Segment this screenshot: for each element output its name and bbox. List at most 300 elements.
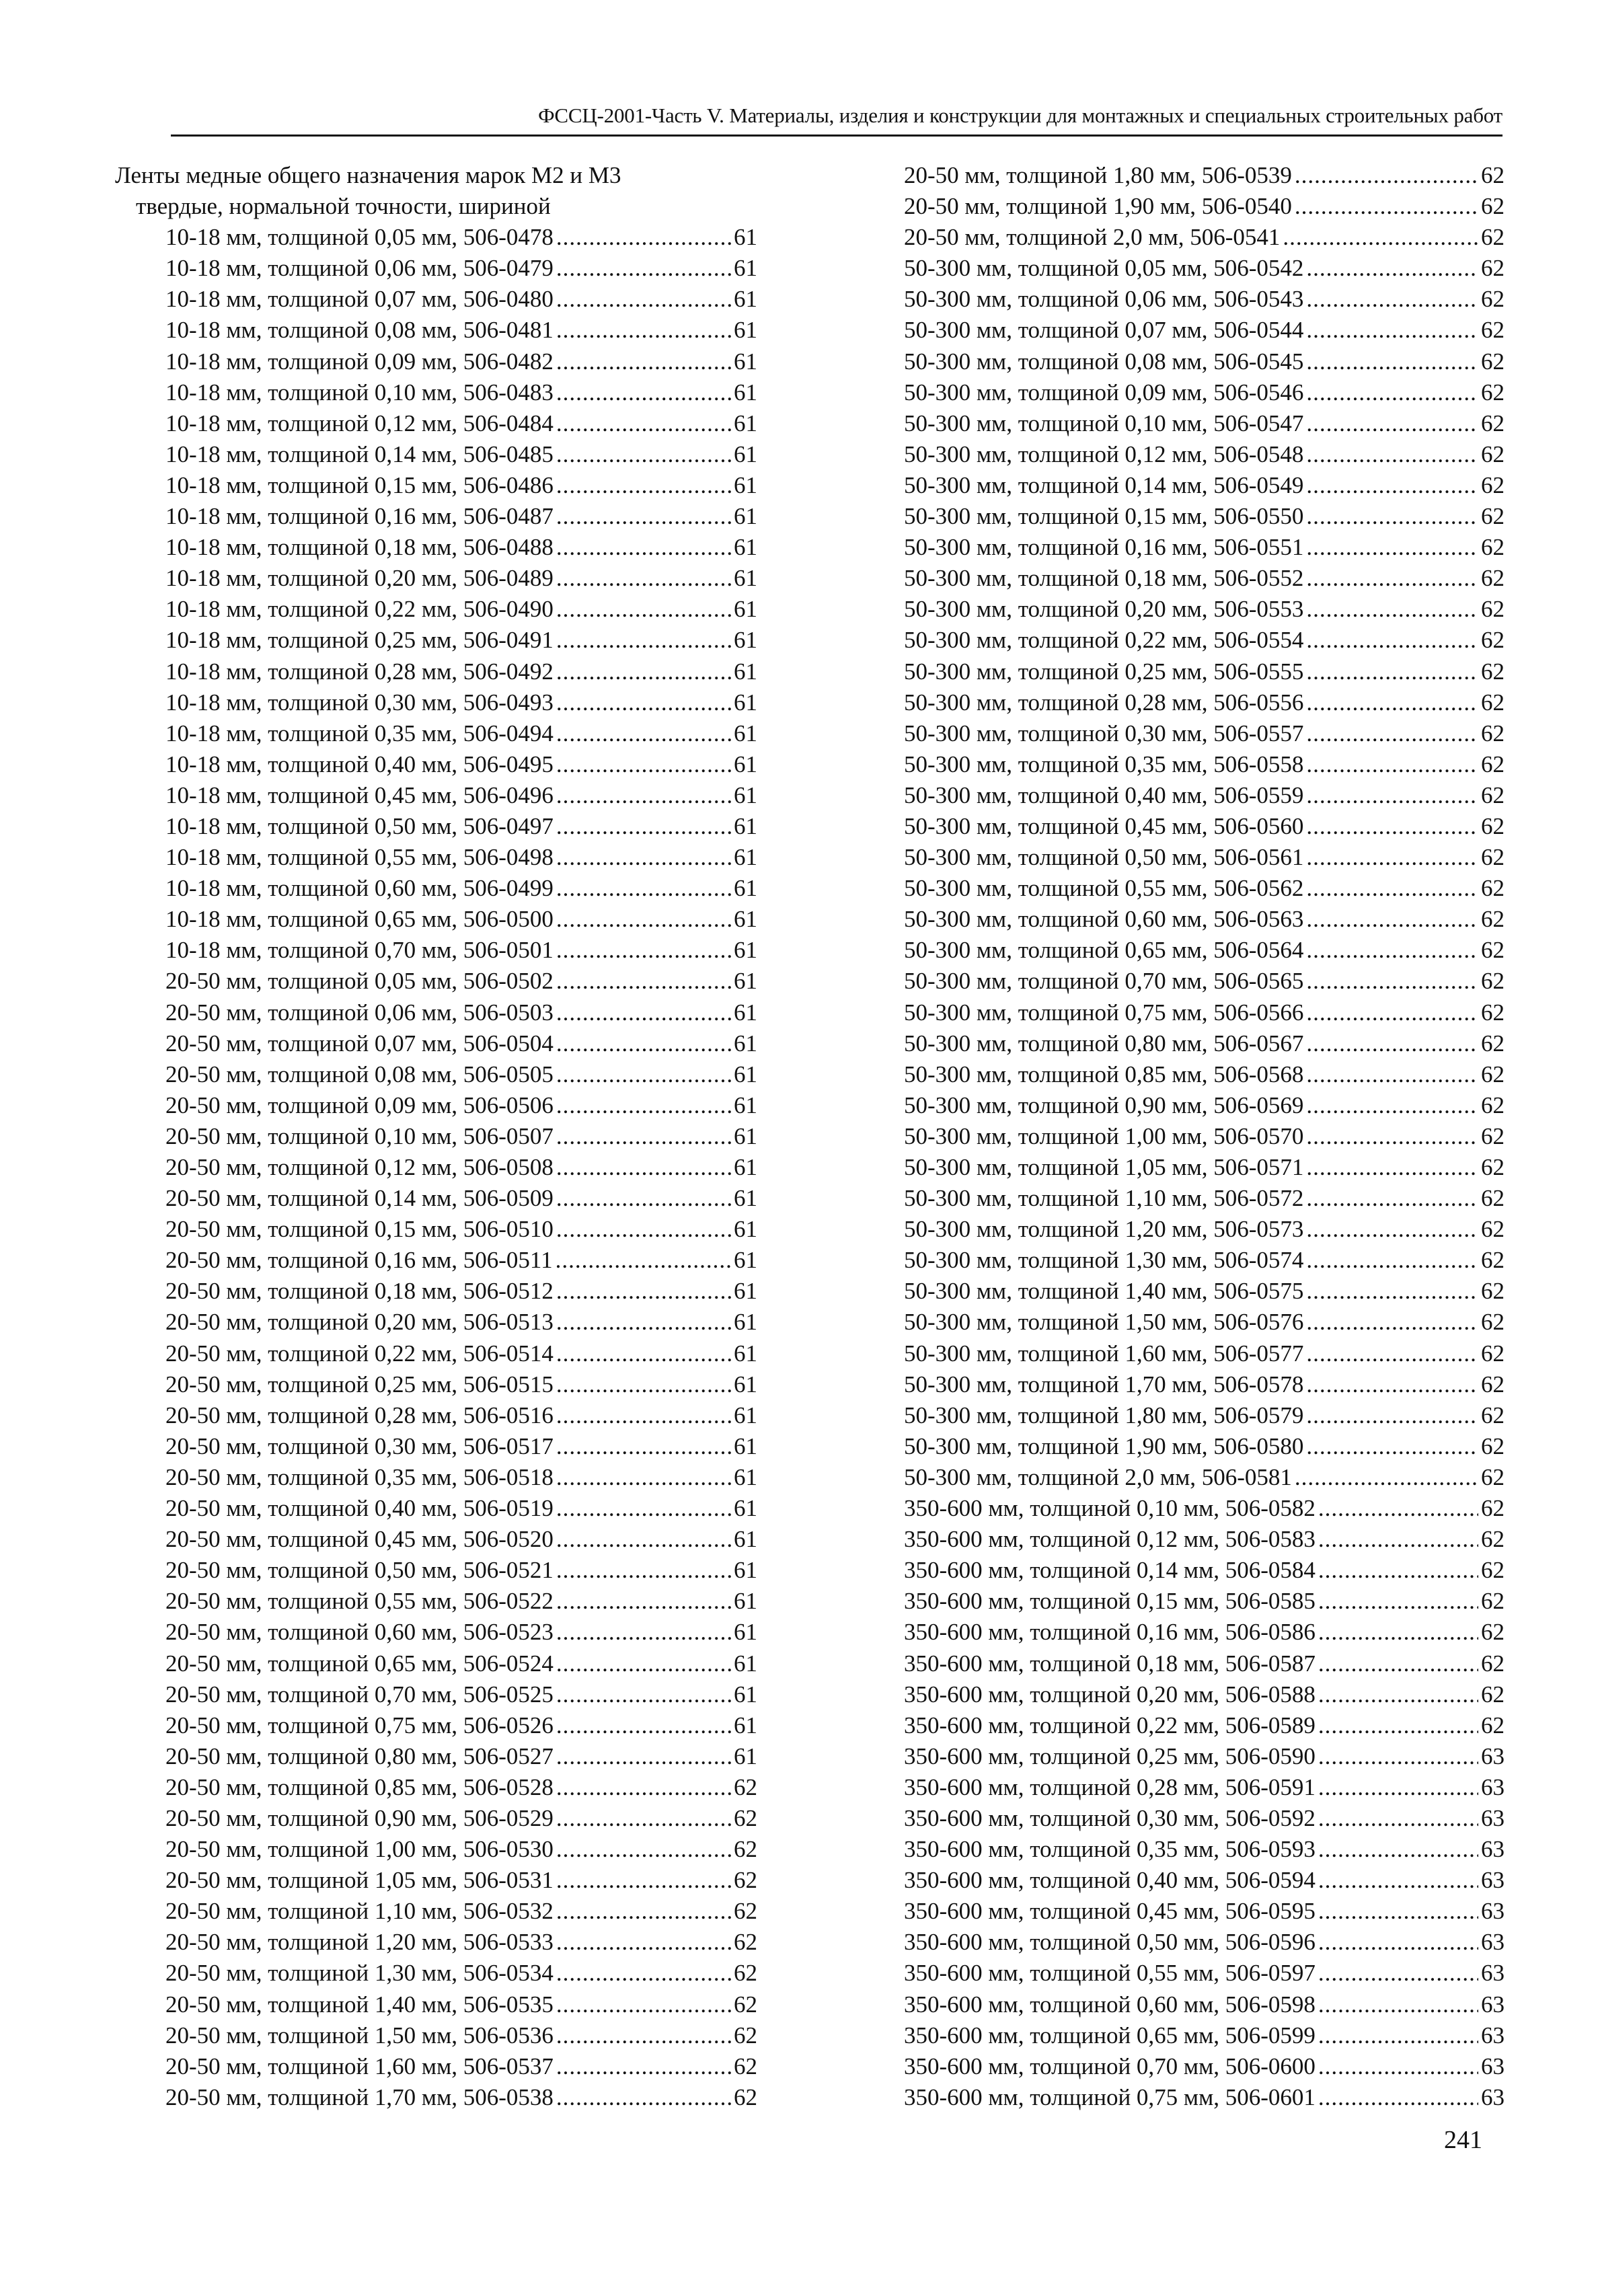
index-entry [115,1586,757,1617]
entry-page-number: 62 [734,1960,757,1987]
entry-text: 20-50 мм, толщиной 0,55 мм, 506-0522 [165,1588,554,1615]
dot-leader [1318,2082,1478,2113]
index-entry [115,1803,757,1834]
entry-text: 50-300 мм, толщиной 0,25 мм, 506-0555 [904,658,1304,685]
index-entry [115,1121,757,1152]
entry-text: 10-18 мм, толщиной 0,30 мм, 506-0493 [165,689,554,716]
section-heading-continuation: твердые, нормальной точности, шириной [136,193,551,220]
entry-text: 20-50 мм, толщиной 0,18 мм, 506-0512 [165,1278,554,1305]
entry-page-number: 61 [734,1278,757,1305]
entry-text: 10-18 мм, толщиной 0,35 мм, 506-0494 [165,720,554,747]
entry-page-number: 62 [1481,689,1505,716]
entry-text: 50-300 мм, толщиной 0,40 мм, 506-0559 [904,781,1304,808]
dot-leader [556,2020,731,2051]
entry-text: 50-300 мм, толщиной 0,22 мм, 506-0554 [904,627,1304,654]
dot-leader [1318,1555,1478,1586]
dot-leader [1306,1059,1478,1090]
entry-text: 350-600 мм, толщиной 0,16 мм, 506-0586 [904,1619,1316,1646]
dot-leader [1306,656,1478,687]
entry-page-number: 62 [1481,596,1505,623]
entry-page-number: 61 [734,1681,757,1708]
dot-leader [556,842,731,873]
entry-page-number: 61 [734,596,757,623]
entry-text: 50-300 мм, толщиной 1,00 мм, 506-0570 [904,1122,1304,1149]
dot-leader [556,1493,731,1524]
index-entry [904,687,1505,718]
index-entry [115,532,757,563]
index-entry [115,377,757,408]
dot-leader [556,1400,731,1431]
entry-text: 350-600 мм, толщиной 0,14 мм, 506-0584 [904,1557,1316,1584]
entry-text: 50-300 мм, толщиной 1,20 мм, 506-0573 [904,1216,1304,1243]
dot-leader [556,2082,731,2113]
index-entry [904,1214,1505,1245]
index-entry [904,1059,1505,1090]
entry-page-number: 61 [734,627,757,654]
entry-page-number: 62 [1481,1030,1505,1057]
entry-text: 350-600 мм, толщиной 0,30 мм, 506-0592 [904,1804,1316,1831]
index-entry [904,1431,1505,1462]
dot-leader [1318,1586,1478,1617]
index-entry [115,1152,757,1183]
entry-text: 350-600 мм, толщиной 0,28 мм, 506-0591 [904,1773,1316,1800]
index-entry [115,1927,757,1958]
index-entry [115,253,757,284]
entry-page-number: 61 [734,1061,757,1087]
index-entry [904,1338,1505,1369]
dot-leader [556,1524,731,1555]
index-entry [904,1586,1505,1617]
entry-page-number: 61 [734,1432,757,1459]
entry-page-number: 62 [1481,1216,1505,1243]
dot-leader [556,2051,731,2082]
entry-text: 50-300 мм, толщиной 0,70 мм, 506-0565 [904,968,1304,995]
entry-text: 50-300 мм, толщиной 0,30 мм, 506-0557 [904,720,1304,747]
index-entry [904,1865,1505,1896]
index-entry [115,1617,757,1648]
index-entry [904,1772,1505,1803]
entry-text: 20-50 мм, толщиной 0,16 мм, 506-0511 [165,1247,553,1274]
entry-text: 20-50 мм, толщиной 0,80 мм, 506-0527 [165,1743,554,1769]
entry-page-number: 62 [734,1773,757,1800]
entry-text: 20-50 мм, толщиной 0,10 мм, 506-0507 [165,1122,554,1149]
index-entry [904,1679,1505,1710]
entry-text: 20-50 мм, толщиной 0,06 мм, 506-0503 [165,999,554,1026]
entry-text: 50-300 мм, толщиной 1,80 мм, 506-0579 [904,1402,1304,1428]
dot-leader [556,780,731,811]
dot-leader [1306,346,1478,377]
index-entry [904,1183,1505,1214]
index-entry [904,1090,1505,1121]
entry-page-number: 62 [1481,1432,1505,1459]
entry-text: 10-18 мм, толщиной 0,09 мм, 506-0482 [165,348,554,375]
entry-page-number: 61 [734,379,757,406]
entry-page-number: 61 [734,441,757,467]
index-entry [115,1400,757,1431]
entry-page-number: 62 [1481,224,1505,251]
dot-leader [1283,222,1478,253]
entry-page-number: 62 [734,1804,757,1831]
entry-page-number: 63 [1481,1929,1505,1956]
dot-leader [1318,1896,1478,1927]
index-entry [115,1369,757,1400]
entry-text: 50-300 мм, толщиной 0,28 мм, 506-0556 [904,689,1304,716]
entry-page-number: 62 [1481,193,1505,220]
entry-page-number: 61 [734,1309,757,1336]
dot-leader [1306,563,1478,594]
index-entry [115,780,757,811]
right-column [904,160,1505,2113]
entry-page-number: 62 [1481,286,1505,313]
entry-text: 350-600 мм, толщиной 0,65 мм, 506-0599 [904,2022,1316,2049]
dot-leader [556,966,731,997]
entry-text: 350-600 мм, толщиной 0,45 мм, 506-0595 [904,1898,1316,1925]
dot-leader [1306,935,1478,966]
dot-leader [1306,780,1478,811]
index-entry [904,532,1505,563]
entry-text: 50-300 мм, толщиной 0,90 мм, 506-0569 [904,1092,1304,1118]
entry-page-number: 62 [1481,812,1505,839]
index-entry [115,1772,757,1803]
entry-text: 10-18 мм, толщиной 0,18 мм, 506-0488 [165,534,554,561]
entry-page-number: 62 [1481,844,1505,871]
entry-page-number: 62 [1481,348,1505,375]
dot-leader [1306,1214,1478,1245]
entry-text: 10-18 мм, толщиной 0,22 мм, 506-0490 [165,596,554,623]
entry-page-number: 62 [1481,1650,1505,1677]
entry-text: 20-50 мм, толщиной 1,00 мм, 506-0530 [165,1836,554,1863]
index-entry [115,1648,757,1679]
entry-page-number: 61 [734,1588,757,1615]
index-entry [904,718,1505,749]
entry-text: 50-300 мм, толщиной 0,14 мм, 506-0549 [904,471,1304,498]
index-entry [115,1338,757,1369]
dot-leader [556,408,731,439]
entry-text: 350-600 мм, толщиной 0,20 мм, 506-0588 [904,1681,1316,1708]
dot-leader [556,346,731,377]
entry-text: 50-300 мм, толщиной 1,05 мм, 506-0571 [904,1154,1304,1180]
entry-text: 50-300 мм, толщиной 0,75 мм, 506-0566 [904,999,1304,1026]
index-entry [904,1524,1505,1555]
entry-page-number: 61 [734,1557,757,1584]
entry-text: 350-600 мм, толщиной 0,35 мм, 506-0593 [904,1836,1316,1863]
entry-page-number: 61 [734,410,757,436]
dot-leader [1306,904,1478,935]
dot-leader [556,1803,731,1834]
entry-page-number: 62 [734,2022,757,2049]
index-entry [904,1307,1505,1338]
entry-text: 20-50 мм, толщиной 1,20 мм, 506-0533 [165,1929,554,1956]
entry-page-number: 63 [1481,2083,1505,2110]
index-entry [115,966,757,997]
entry-page-number: 62 [1481,1463,1505,1490]
index-entry [115,1028,757,1059]
entry-text: 10-18 мм, толщиной 0,06 мм, 506-0479 [165,255,554,282]
dot-leader [556,997,731,1028]
entry-page-number: 61 [734,1371,757,1398]
entry-page-number: 62 [1481,1340,1505,1367]
dot-leader [1306,253,1478,284]
dot-leader [1295,160,1478,191]
entry-text: 350-600 мм, толщиной 0,12 мм, 506-0583 [904,1526,1316,1553]
index-entry [115,749,757,780]
index-entry [115,811,757,842]
entry-text: 50-300 мм, толщиной 0,85 мм, 506-0568 [904,1061,1304,1087]
entry-text: 50-300 мм, толщиной 0,09 мм, 506-0546 [904,379,1304,406]
entry-text: 50-300 мм, толщиной 1,70 мм, 506-0578 [904,1371,1304,1398]
entry-text: 10-18 мм, толщиной 0,14 мм, 506-0485 [165,441,554,467]
index-entry [904,1648,1505,1679]
dot-leader [556,1989,731,2020]
index-entry [115,842,757,873]
entry-page-number: 61 [734,906,757,933]
entry-text: 20-50 мм, толщиной 1,30 мм, 506-0534 [165,1960,554,1987]
entry-text: 10-18 мм, толщиной 0,10 мм, 506-0483 [165,379,554,406]
entry-text: 10-18 мм, толщиной 0,45 мм, 506-0496 [165,781,554,808]
entry-page-number: 62 [1481,410,1505,436]
entry-text: 20-50 мм, толщиной 0,90 мм, 506-0529 [165,1804,554,1831]
index-entry [115,1214,757,1245]
entry-page-number: 62 [1481,1402,1505,1428]
dot-leader [556,1183,731,1214]
entry-page-number: 63 [1481,1804,1505,1831]
index-entry [904,1152,1505,1183]
entry-page-number: 61 [734,1526,757,1553]
index-entry [904,749,1505,780]
dot-leader [1318,2020,1478,2051]
entry-page-number: 63 [1481,1743,1505,1769]
entry-page-number: 62 [1481,1371,1505,1398]
entry-text: 20-50 мм, толщиной 0,65 мм, 506-0524 [165,1650,554,1677]
index-entry [115,1679,757,1710]
index-entry [904,2020,1505,2051]
dot-leader [556,1555,731,1586]
entry-page-number: 62 [734,1836,757,1863]
index-entry [904,408,1505,439]
entry-page-number: 61 [734,1495,757,1522]
dot-leader [1306,1121,1478,1152]
entry-text: 50-300 мм, толщиной 1,10 мм, 506-0572 [904,1185,1304,1212]
dot-leader [1306,1028,1478,1059]
index-entry [904,1617,1505,1648]
index-entry [115,1059,757,1090]
entry-page-number: 61 [734,1402,757,1428]
index-entry [904,346,1505,377]
entry-text: 20-50 мм, толщиной 0,70 мм, 506-0525 [165,1681,554,1708]
dot-leader [1318,1989,1478,2020]
entry-text: 350-600 мм, толщиной 0,50 мм, 506-0596 [904,1929,1316,1956]
entry-page-number: 61 [734,1216,757,1243]
entry-page-number: 61 [734,875,757,902]
dot-leader [556,1121,731,1152]
entry-page-number: 61 [734,1030,757,1057]
entry-page-number: 61 [734,720,757,747]
index-entry [115,1245,757,1276]
dot-leader [556,563,731,594]
entry-text: 20-50 мм, толщиной 0,50 мм, 506-0521 [165,1557,554,1584]
dot-leader [1318,1648,1478,1679]
dot-leader [1306,842,1478,873]
index-entry [904,284,1505,315]
entry-text: 10-18 мм, толщиной 0,55 мм, 506-0498 [165,844,554,871]
index-entry [904,160,1505,191]
entry-page-number: 61 [734,968,757,995]
dot-leader [1295,191,1478,222]
index-entry [115,2051,757,2082]
dot-leader [556,1090,731,1121]
dot-leader [1306,439,1478,470]
dot-leader [556,1307,731,1338]
entry-text: 350-600 мм, толщиной 0,75 мм, 506-0601 [904,2083,1316,2110]
entry-text: 20-50 мм, толщиной 0,20 мм, 506-0513 [165,1309,554,1336]
dot-leader [556,1059,731,1090]
entry-text: 350-600 мм, толщиной 0,40 мм, 506-0594 [904,1867,1316,1894]
dot-leader [1306,532,1478,563]
entry-text: 20-50 мм, толщиной 0,07 мм, 506-0504 [165,1030,554,1057]
right-entry-list [904,160,1505,2113]
dot-leader [556,1245,731,1276]
entry-page-number: 62 [1481,255,1505,282]
index-entry [115,1555,757,1586]
dot-leader [1306,594,1478,625]
entry-page-number: 62 [734,2083,757,2110]
index-entry [904,1369,1505,1400]
entry-page-number: 62 [1481,534,1505,561]
index-entry [904,1555,1505,1586]
index-entry [904,2051,1505,2082]
dot-leader [1306,811,1478,842]
entry-page-number: 62 [1481,906,1505,933]
dot-leader [556,935,731,966]
dot-leader [1318,1493,1478,1524]
entry-text: 20-50 мм, толщиной 0,14 мм, 506-0509 [165,1185,554,1212]
dot-leader [556,1648,731,1679]
index-entry [904,811,1505,842]
dot-leader [1306,1431,1478,1462]
entry-text: 20-50 мм, толщиной 1,10 мм, 506-0532 [165,1898,554,1925]
index-entry [115,346,757,377]
dot-leader [556,470,731,501]
entry-page-number: 62 [1481,1588,1505,1615]
entry-text: 20-50 мм, толщиной 0,60 мм, 506-0523 [165,1619,554,1646]
entry-text: 20-50 мм, толщиной 1,90 мм, 506-0540 [904,193,1292,220]
dot-leader [556,315,731,346]
entry-text: 10-18 мм, толщиной 0,70 мм, 506-0501 [165,937,554,964]
entry-page-number: 62 [734,1898,757,1925]
index-entry [904,1276,1505,1307]
entry-page-number: 61 [734,317,757,344]
index-entry [904,1958,1505,1989]
index-entry [904,1710,1505,1741]
entry-text: 50-300 мм, толщиной 0,35 мм, 506-0558 [904,751,1304,777]
entry-text: 50-300 мм, толщиной 0,18 мм, 506-0552 [904,565,1304,592]
entry-text: 50-300 мм, толщиной 0,20 мм, 506-0553 [904,596,1304,623]
entry-text: 20-50 мм, толщиной 2,0 мм, 506-0541 [904,224,1281,251]
dot-leader [556,1338,731,1369]
entry-page-number: 62 [1481,565,1505,592]
index-entry [115,408,757,439]
dot-leader [556,1741,731,1772]
entry-page-number: 61 [734,348,757,375]
dot-leader [556,1028,731,1059]
dot-leader [556,1152,731,1183]
entry-page-number: 61 [734,1247,757,1274]
entry-page-number: 61 [734,844,757,871]
index-entry [904,966,1505,997]
entry-page-number: 62 [734,1929,757,1956]
entry-text: 10-18 мм, толщиной 0,40 мм, 506-0495 [165,751,554,777]
dot-leader [556,1958,731,1989]
dot-leader [556,656,731,687]
index-entry [904,1834,1505,1865]
dot-leader [1318,1865,1478,1896]
entry-text: 10-18 мм, толщиной 0,05 мм, 506-0478 [165,224,554,251]
entry-text: 20-50 мм, толщиной 1,60 мм, 506-0537 [165,2053,554,2079]
entry-text: 10-18 мм, толщиной 0,07 мм, 506-0480 [165,286,554,313]
dot-leader [1306,1152,1478,1183]
entry-text: 20-50 мм, толщиной 0,30 мм, 506-0517 [165,1432,554,1459]
dot-leader [1306,625,1478,656]
dot-leader [1306,315,1478,346]
index-entry [115,2082,757,2113]
entry-text: 50-300 мм, толщиной 0,12 мм, 506-0548 [904,441,1304,467]
running-header: ФССЦ-2001-Часть V. Материалы, изделия и конструкции для монтажных и специальных строительных работ [538,104,1502,127]
index-entry [115,1710,757,1741]
index-entry [904,1245,1505,1276]
entry-page-number: 62 [1481,1092,1505,1118]
entry-text: 10-18 мм, толщиной 0,15 мм, 506-0486 [165,471,554,498]
entry-page-number: 62 [1481,627,1505,654]
index-entry [904,253,1505,284]
dot-leader [1318,1834,1478,1865]
entry-text: 50-300 мм, толщиной 0,07 мм, 506-0544 [904,317,1304,344]
index-entry [115,439,757,470]
index-entry [115,1896,757,1927]
dot-leader [556,377,731,408]
entry-text: 10-18 мм, толщиной 0,16 мм, 506-0487 [165,503,554,530]
entry-page-number: 62 [1481,999,1505,1026]
index-entry [115,935,757,966]
entry-page-number: 61 [734,224,757,251]
entry-text: 50-300 мм, толщиной 0,08 мм, 506-0545 [904,348,1304,375]
dot-leader [1306,1276,1478,1307]
index-entry [115,470,757,501]
dot-leader [556,1276,731,1307]
left-entry-list [115,222,757,2113]
entry-page-number: 62 [1481,968,1505,995]
dot-leader [1306,997,1478,1028]
dot-leader [556,1462,731,1493]
dot-leader [556,687,731,718]
entry-text: 20-50 мм, толщиной 0,40 мм, 506-0519 [165,1495,554,1522]
dot-leader [556,718,731,749]
entry-text: 50-300 мм, толщиной 0,65 мм, 506-0564 [904,937,1304,964]
entry-page-number: 62 [1481,1278,1505,1305]
dot-leader [1306,284,1478,315]
entry-page-number: 61 [734,1650,757,1677]
entry-text: 50-300 мм, толщиной 0,10 мм, 506-0547 [904,410,1304,436]
index-entry [115,222,757,253]
dot-leader [1306,1369,1478,1400]
entry-text: 20-50 мм, толщиной 0,25 мм, 506-0515 [165,1371,554,1398]
dot-leader [1318,1679,1478,1710]
entry-text: 350-600 мм, толщиной 0,18 мм, 506-0587 [904,1650,1316,1677]
dot-leader [1306,470,1478,501]
entry-text: 20-50 мм, толщиной 0,08 мм, 506-0505 [165,1061,554,1087]
entry-page-number: 62 [1481,1247,1505,1274]
entry-text: 50-300 мм, толщиной 2,0 мм, 506-0581 [904,1463,1292,1490]
entry-text: 20-50 мм, толщиной 1,40 мм, 506-0535 [165,1991,554,2018]
